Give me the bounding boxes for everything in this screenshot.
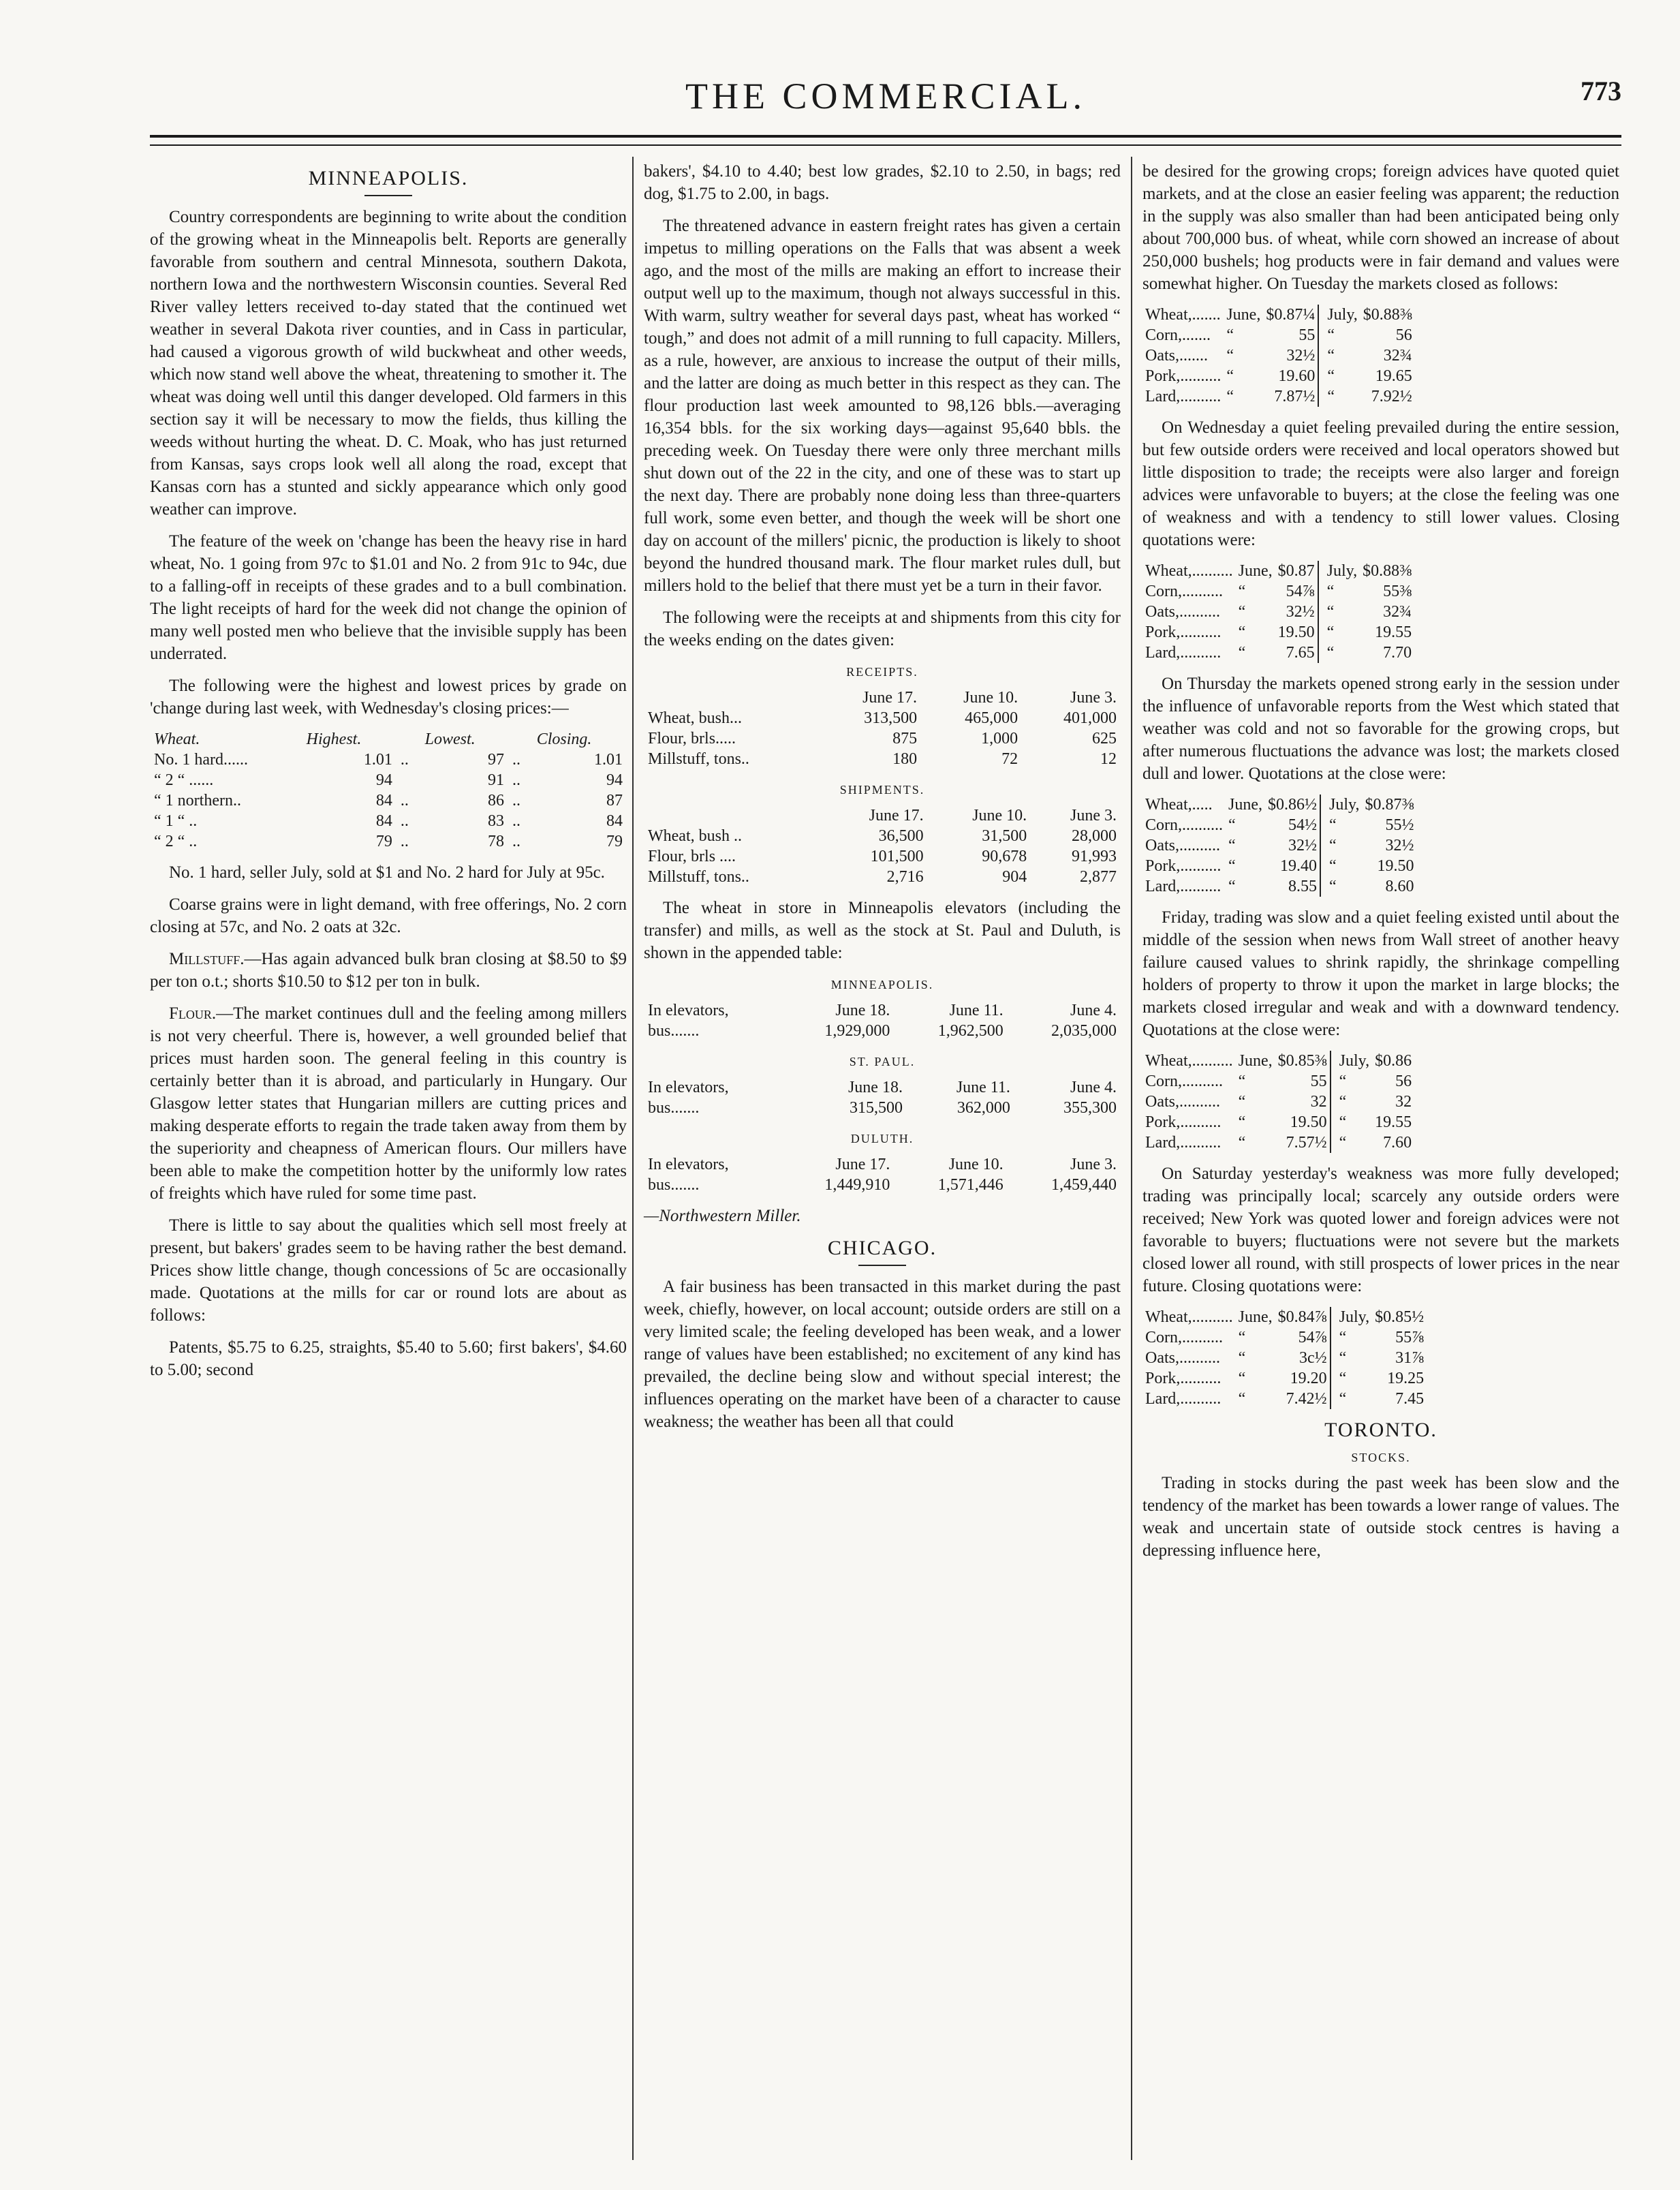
table-row: Lard,.......... “ 7.42½ “ 7.45 [1145,1390,1425,1408]
table-row: bus....... 1,449,910 1,571,446 1,459,440 [648,1176,1117,1194]
column-header: Wheat. [154,730,200,748]
table-row: Wheat,.......... June, $0.85⅜ July, $0.86 [1145,1052,1412,1070]
table-label-st-paul: ST. PAUL. [849,1055,916,1068]
table-row: bus....... 1,929,000 1,962,500 2,035,000 [648,1022,1117,1040]
table-row: bus....... 315,500 362,000 355,300 [648,1099,1117,1117]
source-credit: —Northwestern Miller. [644,1207,801,1225]
table-row: “ 1 “ .. 84 .. 83 .. 84 [154,812,623,830]
page-header [150,75,1621,123]
table-label-minneapolis: MINNEAPOLIS. [830,978,934,991]
page-number: 773 [1581,76,1621,106]
column-minneapolis [150,160,627,1391]
table-row: Flour, brls..... 875 1,000 625 [648,730,1117,747]
paragraph: The threatened advance in eastern freight rates has given a certain impetus to milling operations on the Falls that was absent a week ago, and the most of the mills are making an effort to increase their output well up to the maximum, though not always successful in this. With warm, sultry weather for several days past, wheat has worked “ tough,” and does not admit of a mill running to full capacity. Millers, as a rule, however, are anxious to increase the output of their mills, and the latter are doing as much better in this respect as they can. The flour production last week amounted to 98,126 bbls.—averaging 16,354 bbls. for the six working days—against 95,640 bbls. the preceding week. On Tuesday there were only three merchant mills shut down out of the 22 in the city, and one of these was to start up the next day. There are probably none doing less than three-quarters full work, some even better, and though the week will be short one day on account of the millers' picnic, the production is likely to shoot beyond the hundred thousand mark. The flour market rules dull, but millers hold to the belief that there must yet be a turn in their favor. [644,217,1121,595]
table-row: Millstuff, tons.. 2,716 904 2,877 [648,868,1117,886]
section-title-chicago: CHICAGO. [827,1237,937,1259]
table-row: Pork,.......... “ 19.20 “ 19.25 [1145,1370,1425,1387]
run-in-heading: Millstuff. [169,950,245,968]
table-row: Corn,.......... “ 55 “ 56 [1145,1073,1412,1090]
paragraph: A fair business has been transacted in this market during the past week, chiefly, however, on local account; outside orders are still on a very limited scale; the feeling developed has been weak, and a lower range of values have been established; no excitement of any kind has prevailed, the decline being slow and without special interest; the influences operating on the market have been of a character to cause weakness; the weather has been all that could [644,1278,1121,1431]
column-header: Highest. [306,730,362,748]
paragraph: Friday, trading was slow and a quiet feeling existed until about the middle of the session when news from Wall street of another heavy failure caused values to shrink rapidly, the shrinkage compelling holders of property to throw it upon the market in large blocks; the markets closed irregular and weak and with a downward tendency. Quotations at the close were: [1142,908,1619,1039]
section-title-minneapolis: MINNEAPOLIS. [308,167,469,189]
table-row: Lard,.......... “ 7.87½ “ 7.92½ [1145,388,1412,405]
column-chicago-continued [1142,160,1619,1571]
paragraph: There is little to say about the qualities which sell most freely at present, but bakers' grades seem to be having rather the best demand. Prices show little change, though concessions of 5c are occasionally made. Quotations at the mills for car or round lots are about as follows: [150,1216,627,1325]
paragraph-flour: Flour.—The market continues dull and the feeling among millers is not very cheerful. There is, however, a well grounded belief that prices must harden soon. The general feeling in this country is certainly better than it is abroad, and particularly in Hungary. Our Glasgow letter states that Hungarian millers are cutting prices and making desperate efforts to regain the trade taken away from them by the superiority and cheapness of American flours. Our millers have been able to make the competition hotter by the uniformly low rates of freights which have ruled for some time past. [150,1004,627,1203]
table-label-duluth: DULUTH. [850,1132,914,1145]
table-row: Oats,....... “ 32½ “ 32¾ [1145,347,1412,365]
market-quotes-thursday [1142,795,1416,897]
table-row: Oats,.......... “ 32½ “ 32¾ [1145,603,1412,621]
table-header-row: In elevators, June 18. June 11. June 4. [648,1002,1117,1019]
section-title-toronto: TORONTO. [1324,1419,1437,1441]
paragraph: The following were the receipts at and shipments from this city for the weeks ending on the dates given: [644,608,1121,649]
table-row: Wheat,.......... June, $0.87 July, $0.88⅜ [1145,562,1412,580]
elevator-table-minneapolis [644,1000,1121,1041]
table-row: Pork,.......... “ 19.50 “ 19.55 [1145,1113,1412,1131]
market-quotes-saturday [1142,1307,1427,1409]
column-minneapolis-continued [644,160,1121,1443]
table-header-row: June 17. June 10. June 3. [869,807,1117,824]
column-header: Closing. [536,730,592,748]
paragraph: Country correspondents are beginning to write about the condition of the growing wheat in the Minneapolis belt. Reports are generally favorable from southern and central Minnesota, southern Dakota, northern Iowa and the northwestern Wisconsin counties. Several Red River valley letters received to-day stated that the continued wet weather in several Dakota river counties, and in Cass in particular, had caused a vigorous growth of wild buckwheat and other weeds, which now stand well above the wheat, threatening to smother it. The wheat was doing well until this danger developed. Old farmers in this section say it will be necessary to mow the fields, thus killing the weeds without hurting the wheat. D. C. Moak, who has just returned from Kansas, says crops look well all along the road, except that Kansas corn has a stunted and sickly appearance which only good weather can improve. [150,208,627,519]
column-divider-1 [632,157,634,2160]
table-row: Corn,.......... “ 54½ “ 55½ [1145,816,1414,834]
market-quotes-friday [1142,1051,1414,1153]
table-label-receipts: RECEIPTS. [846,665,918,679]
paragraph: On Wednesday a quiet feeling prevailed during the entire session, but few outside orders were received and local operators showed but little disposition to trade; the receipts were also larger and foreign advices were unfavorable to buyers; at the close the feeling was one of weakness and with a tendency to still lower values. Closing quotations were: [1142,418,1619,549]
market-quotes-tuesday [1142,305,1415,407]
table-row: Flour, brls .... 101,500 90,678 91,993 [648,848,1117,865]
paragraph: No. 1 hard, seller July, sold at $1 and No. 2 hard for July at 95c. [169,863,605,882]
table-row: Wheat, bush... 313,500 465,000 401,000 [648,709,1117,727]
paragraph: Patents, $5.75 to 6.25, straights, $5.40 to 5.60; first bakers', $4.60 to 5.00; second [150,1338,627,1379]
header-rule-thin [150,144,1621,146]
table-row: Pork,.......... “ 19.60 “ 19.65 [1145,367,1412,385]
paragraph-millstuff: Millstuff.—Has again advanced bulk bran closing at $8.50 to $9 per ton o.t.; shorts $10.50 to $12 per ton in bulk. [150,950,627,991]
table-row: Wheat,.......... June, $0.84⅞ July, $0.85½ [1145,1308,1425,1326]
table-row: “ 1 northern.. 84 .. 86 .. 87 [154,792,623,809]
column-divider-2 [1131,157,1132,2160]
column-header: Lowest. [424,730,476,748]
paragraph: Coarse grains were in light demand, with free offerings, No. 2 corn closing at 57c, and No. 2 oats at 32c. [150,895,627,936]
table-row: Lard,.......... “ 8.55 “ 8.60 [1145,878,1414,895]
paragraph: On Thursday the markets opened strong early in the session under the influence of unfavorable reports from the West which stated that weather was cold and not so favorable for the growing crops, but after numerous fluctuations the advance was lost; the markets closed dull and lower. Quotations at the close were: [1142,675,1619,783]
receipts-table [644,688,1121,769]
run-in-heading: Flour. [169,1004,217,1023]
table-header-row [150,729,627,750]
paragraph: The feature of the week on 'change has been the heavy rise in hard wheat, No. 1 going from 97c to $1.01 and No. 2 from 91c to 94c, due to a falling-off in receipts of these grades and to a bull combination. The light receipts of hard for the week did not change the opinion of many well posted men who believe that the invisible supply has been underrated. [150,532,627,663]
title-rule [858,1265,906,1266]
paragraph: On Saturday yesterday's weakness was more fully developed; trading was principally local; scarcely any outside orders were received; New York was quoted lower and foreign advices were not favorable to buyers; fluctuations were not severe but the markets closed lower all round, with still prospects of lower prices in the near future. Closing quotations were: [1142,1165,1619,1295]
table-row: No. 1 hard...... 1.01 .. 97 .. 1.01 [154,751,623,769]
table-row: Corn,.......... “ 54⅞ “ 55⅜ [1145,583,1412,600]
table-row: Wheat,..... June, $0.86½ July, $0.87⅜ [1145,796,1414,814]
table-label-shipments: SHIPMENTS. [839,783,925,797]
grades-price-table [150,729,627,852]
header-rule-thick [150,135,1621,138]
paragraph: bakers', $4.10 to 4.40; best low grades, $2.10 to 2.50, in bags; red dog, $1.75 to 2.00, in bags. [644,162,1121,203]
paragraph: Trading in stocks during the past week has been slow and the tendency of the market has been towards a lower range of values. The weak and uncertain state of outside stock centres is having a depressing influence here, [1142,1474,1619,1560]
table-row: Wheat,....... June, $0.87¼ July, $0.88⅜ [1145,306,1412,324]
market-quotes-wednesday [1142,561,1414,663]
elevator-table-duluth [644,1154,1121,1195]
elevator-table-st-paul [644,1077,1121,1118]
paragraph: The wheat in store in Minneapolis elevators (including the transfer) and mills, as well as the stock at St. Paul and Duluth, is shown in the appended table: [644,899,1121,962]
table-row: Lard,.......... “ 7.57½ “ 7.60 [1145,1134,1412,1152]
table-row: Corn,.......... “ 54⅞ “ 55⅞ [1145,1329,1425,1346]
table-header-row: In elevators, June 17. June 10. June 3. [648,1156,1117,1173]
paragraph: be desired for the growing crops; foreign advices have quoted quiet markets, and at the close an easier feeling was apparent; the reduction in the supply was also smaller than had been anticipated being only about 700,000 bus. of wheat, while corn showed an increase of about 250,000 bushels; hog products were in fair demand and values were somewhat higher. On Tuesday the markets closed as follows: [1142,162,1619,293]
table-row: Oats,.......... “ 32½ “ 32½ [1145,837,1414,854]
table-row: Lard,.......... “ 7.65 “ 7.70 [1145,644,1412,662]
table-row: Pork,.......... “ 19.50 “ 19.55 [1145,623,1412,641]
title-rule [364,195,412,196]
section-subtitle-stocks: STOCKS. [1351,1451,1411,1464]
table-row: Oats,.......... “ 32 “ 32 [1145,1093,1412,1111]
table-row: Corn,....... “ 55 “ 56 [1145,326,1412,344]
table-row: Pork,.......... “ 19.40 “ 19.50 [1145,857,1414,875]
paragraph: The following were the highest and lowest prices by grade on 'change during last week, with Wednesday's closing prices:— [150,677,627,718]
table-row: Oats,.......... “ 3c½ “ 31⅞ [1145,1349,1425,1367]
shipments-table [644,805,1121,887]
table-row: Millstuff, tons.. 180 72 12 [648,750,1117,768]
table-header-row: June 17. June 10. June 3. [862,689,1117,707]
table-row: “ 2 “ ...... 94 91 .. 94 [154,771,623,789]
table-row: “ 2 “ .. 79 .. 78 .. 79 [154,833,623,850]
table-row: Wheat, bush .. 36,500 31,500 28,000 [648,827,1117,845]
page-title: THE COMMERCIAL. [685,76,1086,117]
table-header-row: In elevators, June 18. June 11. June 4. [648,1079,1117,1096]
